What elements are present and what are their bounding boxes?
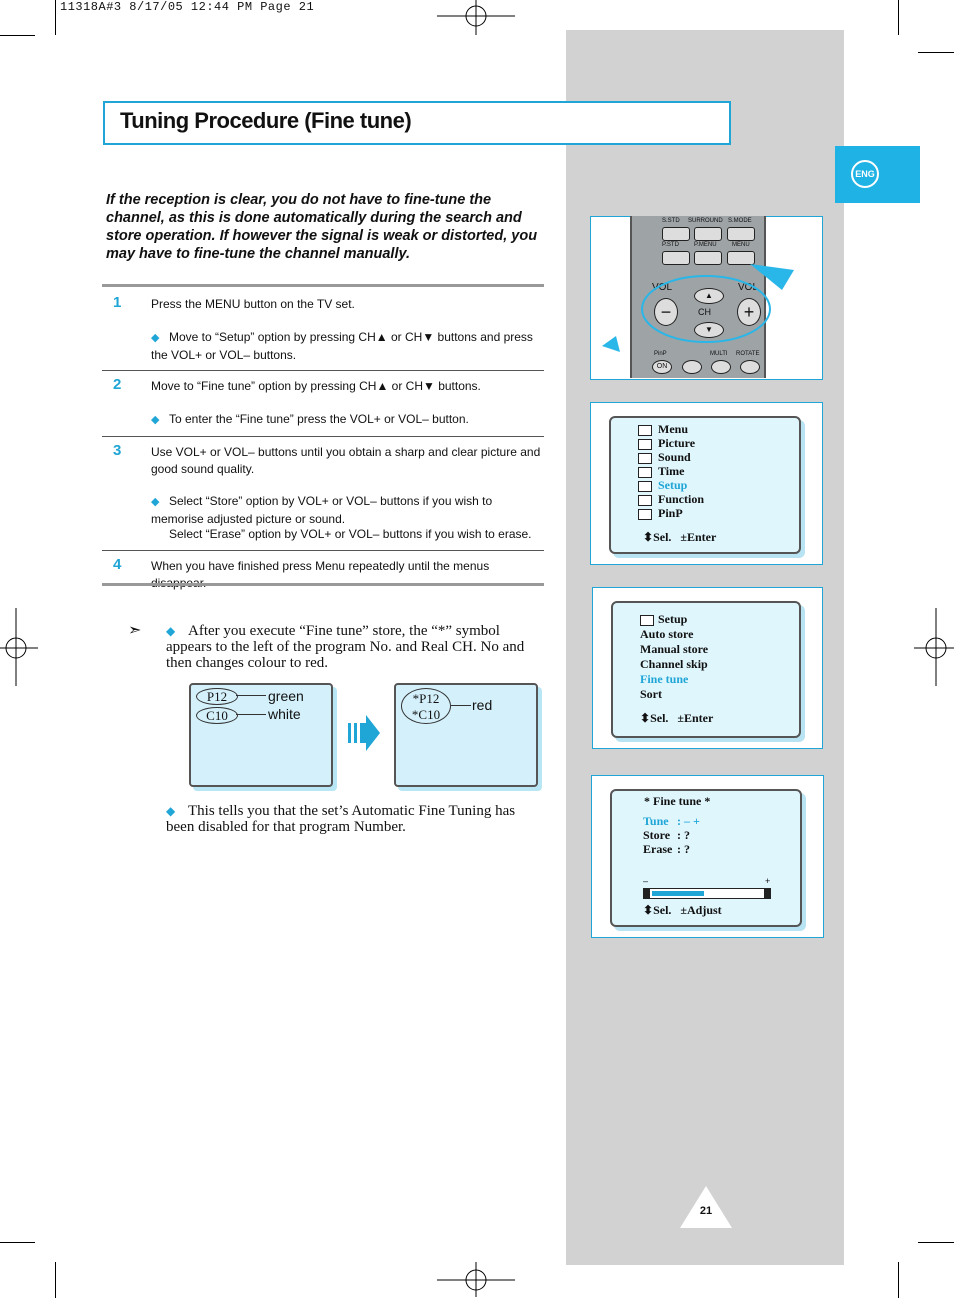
step-bullet-continued: Select “Erase” option by VOL+ or VOL– buttons if you wish to erase. [169,527,532,541]
up-down-icon: ⬍ [643,530,654,544]
plus-minus-icon: ± [680,903,687,917]
fine-tune-settings [643,814,700,856]
crop-mark [0,35,35,36]
menu-item-pinp[interactable]: PinP [638,506,704,520]
step-number: 1 [113,294,122,311]
crop-mark [918,1242,954,1243]
vol-minus-button[interactable]: − [654,298,678,326]
remote-label: P.MENU [694,242,717,248]
menu-item-fine-tune[interactable]: Fine tune [640,672,689,686]
menu-item-picture[interactable]: Picture [638,436,704,450]
plus-minus-icon: ± [680,530,687,544]
menu-item-setup[interactable]: Setup [638,478,704,492]
up-down-icon: ⬍ [643,903,654,917]
diamond-bullet-icon: ◆ [166,804,176,818]
step-text: Move to “Fine tune” option by pressing CH▲ or CH▼ buttons. [151,379,481,393]
pinp-up-button[interactable] [682,360,702,374]
sound-standard-button[interactable] [662,227,690,241]
menu-footer: ⬍Sel. ±Enter [640,711,714,725]
store-row[interactable]: Store : ? [643,828,690,842]
setup-icon [638,481,652,492]
ch-up-button[interactable]: ▲ [694,288,724,304]
print-header: 11318A#3 8/17/05 12:44 PM Page 21 [60,0,315,14]
picture-icon [638,439,652,450]
fine-tune-title: * Fine tune * [644,794,711,808]
note-arrow-icon: ➣ [128,622,142,639]
program-number-oval: P12 [196,688,238,705]
registration-mark-bottom [437,1262,517,1298]
surround-button[interactable] [694,227,722,241]
crop-mark [918,52,954,53]
intro-paragraph: If the reception is clear, you do not have to fine-tune the channel, as this is done automatically during the search and store operation. If however the signal is weak or distorted, you may have to fine-tune the channel manually. [106,192,538,262]
sound-icon [638,453,652,464]
slider-right-cap [764,889,770,898]
sound-mode-button[interactable] [727,227,755,241]
color-label-green: green [268,688,304,704]
program-number: *P12 [412,691,440,706]
menu-item-channel-skip[interactable]: Channel skip [640,657,708,671]
menu-item-sound[interactable]: Sound [638,450,704,464]
step-bullet: ◆ To enter the “Fine tune” press the VOL+ or VOL– button. [151,411,543,429]
step-number: 4 [113,556,122,573]
language-tab-label: ENG [851,160,879,188]
crop-mark [55,1262,56,1298]
erase-row[interactable]: Erase : ? [643,842,690,856]
slider-fill [652,891,704,896]
rotate-button[interactable] [740,360,760,374]
menu-item-menu[interactable]: Menu [638,422,704,436]
step-divider [102,436,544,437]
menu-item-sort[interactable]: Sort [640,687,662,701]
pinp-icon [638,509,652,520]
menu-header-setup: Setup [640,612,708,627]
channel-number: *C10 [411,707,441,722]
tune-row[interactable]: Tune : – + [643,814,700,828]
right-arrow-icon [348,713,382,753]
menu-footer: ⬍Sel. ±Adjust [643,903,722,917]
vol-plus-label: VOL [738,282,759,293]
leader-line [236,714,266,715]
page-title: Tuning Procedure (Fine tune) [120,108,412,133]
menu-item-manual-store[interactable]: Manual store [640,642,709,656]
step-text: Use VOL+ or VOL– buttons until you obtain a sharp and clear picture and good sound quality. [151,445,541,476]
table-bottom-rule [102,583,544,586]
diamond-bullet-icon: ◆ [151,496,160,508]
slider-left-cap [644,889,650,898]
diamond-bullet-icon: ◆ [151,332,160,344]
pinp-on-button[interactable]: ON [652,360,672,374]
crop-mark [55,0,56,35]
fine-tune-slider[interactable] [643,888,771,899]
plus-minus-icon: ± [677,711,684,725]
remote-label: PinP [654,351,667,357]
channel-number-oval: C10 [196,707,238,724]
program-channel-oval [401,688,451,724]
registration-mark-left [0,608,40,688]
crop-mark [898,1262,899,1298]
menu-footer: ⬍Sel. ±Enter [643,530,717,544]
step-divider [102,370,544,371]
slider-min-label: – [643,876,649,886]
vol-minus-label: VOL [652,282,673,293]
step-number: 2 [113,376,122,393]
diamond-bullet-icon: ◆ [166,624,176,638]
setup-menu-list [640,612,708,702]
remote-label: SURROUND [688,218,723,224]
remote-label: P.STD [662,242,679,248]
crop-mark [898,0,899,35]
vol-plus-button[interactable]: + [737,298,761,326]
menu-item-function[interactable]: Function [638,492,704,506]
menu-icon [638,425,652,436]
menu-item-auto-store[interactable]: Auto store [640,627,694,641]
remote-label: S.MODE [728,218,752,224]
leader-line [451,705,471,706]
step-text: When you have finished press Menu repeatedly until the menus [151,559,490,573]
main-menu-list [638,422,704,520]
crop-mark [0,1242,35,1243]
leader-line [236,695,266,696]
color-label-white: white [268,706,301,722]
clock-icon [638,467,652,478]
color-label-red: red [472,697,493,713]
registration-mark-right [914,608,954,688]
ch-down-button[interactable]: ▼ [694,322,724,338]
remote-label: ROTATE [736,351,760,357]
setup-icon [640,615,654,626]
remote-label: S.STD [662,218,680,224]
step-bullet: ◆ Move to “Setup” option by pressing CH▲ or CH▼ buttons and press the VOL+ or VOL– buttons. [151,330,533,362]
remote-label: MENU [732,242,750,248]
function-icon [638,495,652,506]
page-number: 21 [699,1205,713,1217]
table-top-rule [102,284,544,287]
slider-max-label: + [765,876,771,886]
step-number: 3 [113,442,122,459]
step-text: Press the MENU button on the TV set. [151,297,355,311]
up-down-icon: ⬍ [640,711,651,725]
note-paragraph: ◆ After you execute “Fine tune” store, the “*” symbol appears to the left of the program No. and Real CH. No and then changes colour to red. [166,623,525,671]
menu-item-time[interactable]: Time [638,464,704,478]
highlight-arrows-icon [600,260,800,360]
step-bullet: ◆ Select “Store” option by VOL+ or VOL– buttons if you wish to memorise adjusted picture or sound. [151,494,493,526]
remote-label: MULTI [710,351,728,357]
step-divider [102,550,544,551]
multi-button[interactable] [711,360,731,374]
registration-mark-top [437,0,517,36]
diamond-bullet-icon: ◆ [151,414,160,426]
note-paragraph: ◆ This tells you that the set’s Automatic Fine Tuning has been disabled for that program Number. [166,803,516,835]
ch-label: CH [698,307,711,317]
